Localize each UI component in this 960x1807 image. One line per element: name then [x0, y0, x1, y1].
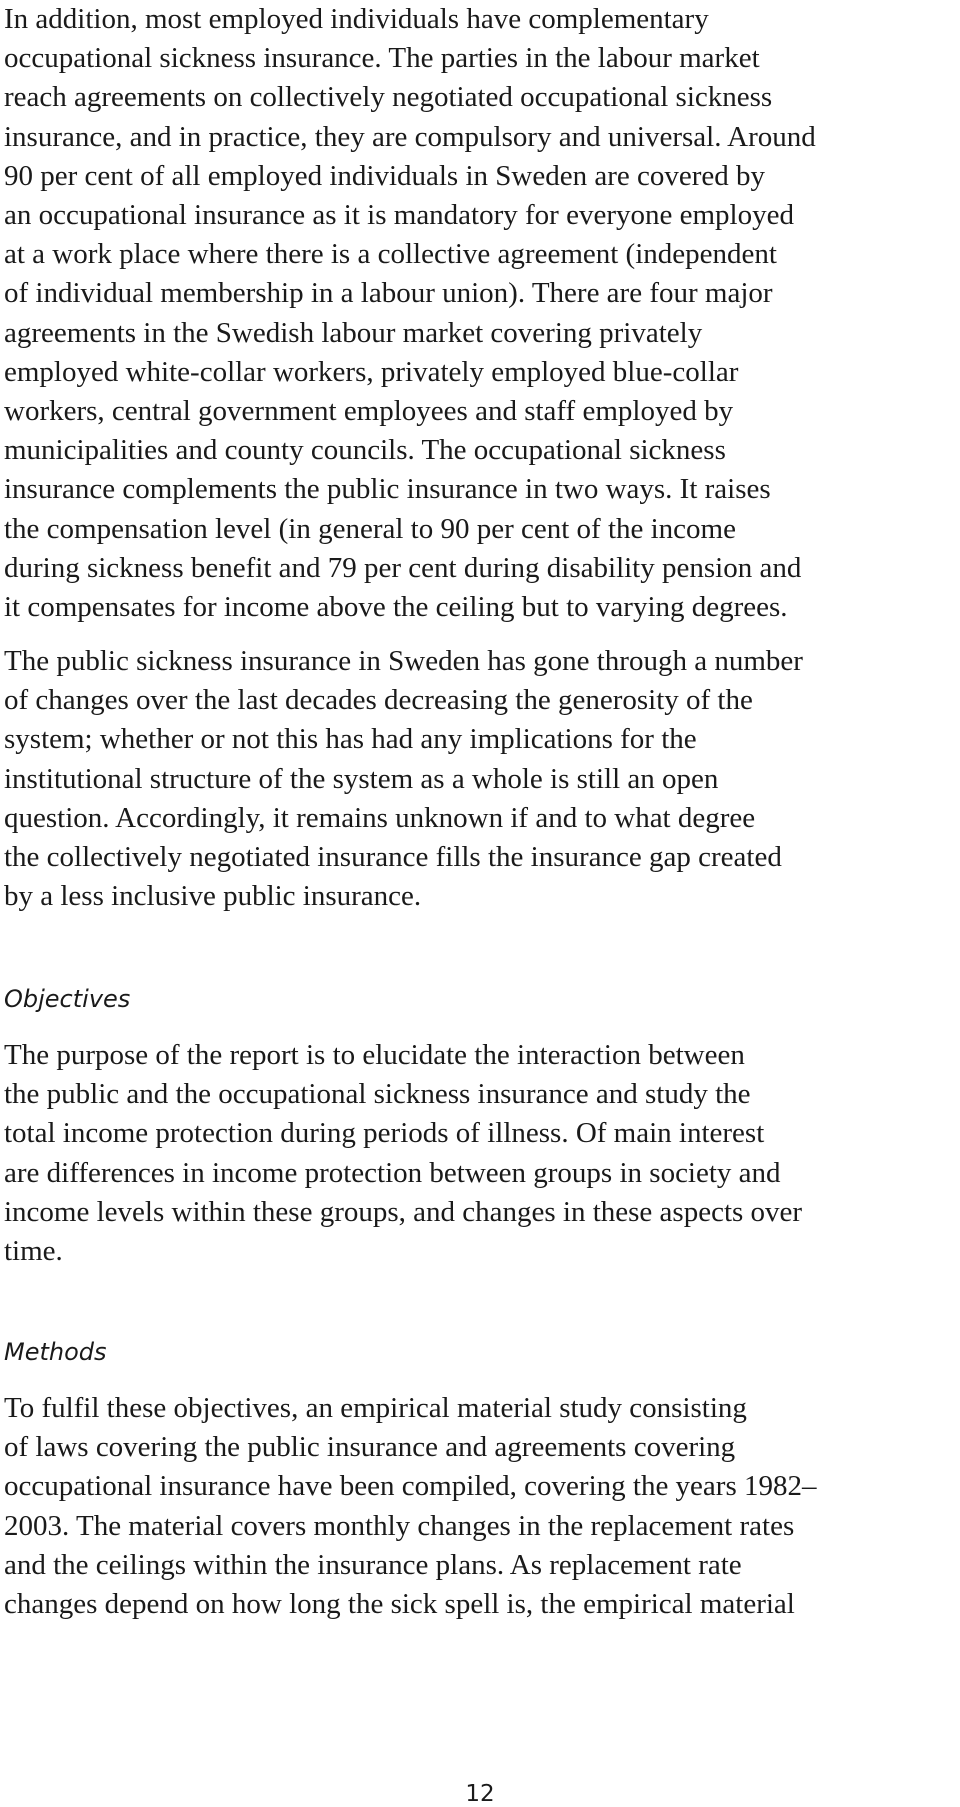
text-line: income levels within these groups, and changes in these aspects over: [4, 1195, 803, 1228]
text-line: the collectively negotiated insurance fills the insurance gap created: [4, 841, 782, 874]
paragraph-public-insurance-changes: [4, 642, 944, 916]
text-line: are differences in income protection between groups in society and: [4, 1156, 781, 1189]
text-line: occupational insurance have been compiled, covering the years 1982–: [4, 1470, 817, 1503]
paragraph-methods: [4, 1389, 944, 1624]
text-line: employed white-collar workers, privately employed blue-collar: [4, 355, 739, 388]
text-line: system; whether or not this has had any implications for the: [4, 723, 697, 756]
text-line: workers, central government employees and staff employed by: [4, 395, 734, 428]
text-line: during sickness benefit and 79 per cent during disability pension and: [4, 551, 802, 584]
text-line: of individual membership in a labour union). There are four major: [4, 277, 773, 310]
text-line: the compensation level (in general to 90 per cent of the income: [4, 512, 736, 545]
page-number: 12: [465, 1781, 495, 1807]
document-page: [4, 0, 956, 1807]
text-line: insurance complements the public insurance in two ways. It raises: [4, 473, 771, 506]
text-line: 2003. The material covers monthly changes in the replacement rates: [4, 1509, 795, 1542]
paragraph-complementary-insurance: [4, 0, 944, 627]
text-line: To fulfil these objectives, an empirical material study consisting: [4, 1392, 747, 1424]
text-line: reach agreements on collectively negotiated occupational sickness: [4, 81, 773, 114]
text-line: occupational sickness insurance. The parties in the labour market: [4, 42, 760, 75]
text-line: an occupational insurance as it is mandatory for everyone employed: [4, 199, 794, 232]
text-line: of laws covering the public insurance and agreements covering: [4, 1431, 736, 1464]
text-line: In addition, most employed individuals have complementary: [4, 3, 709, 35]
text-line: institutional structure of the system as a whole is still an open: [4, 762, 719, 795]
text-line: changes depend on how long the sick spell is, the empirical material: [4, 1588, 795, 1621]
text-line: the public and the occupational sickness insurance and study the: [4, 1078, 751, 1111]
text-line: 90 per cent of all employed individuals in Sweden are covered by: [4, 159, 766, 192]
text-line: time.: [4, 1235, 63, 1268]
text-line: insurance, and in practice, they are compulsory and universal. Around: [4, 120, 816, 153]
text-line: The public sickness insurance in Sweden has gone through a number: [4, 645, 803, 677]
text-line: total income protection during periods of illness. Of main interest: [4, 1117, 765, 1150]
text-line: of changes over the last decades decreasing the generosity of the: [4, 684, 753, 717]
section-heading-methods: Methods: [4, 1338, 107, 1366]
text-line: at a work place where there is a collective agreement (independent: [4, 238, 777, 271]
text-line: The purpose of the report is to elucidate the interaction between: [4, 1039, 745, 1071]
text-line: and the ceilings within the insurance plans. As replacement rate: [4, 1548, 742, 1581]
text-line: municipalities and county councils. The occupational sickness: [4, 434, 726, 467]
text-line: agreements in the Swedish labour market covering privately: [4, 316, 703, 349]
text-line: question. Accordingly, it remains unknown if and to what degree: [4, 801, 756, 834]
paragraph-purpose: [4, 1036, 944, 1271]
section-heading-objectives: Objectives: [4, 985, 131, 1013]
text-line: it compensates for income above the ceiling but to varying degrees.: [4, 591, 788, 624]
text-line: by a less inclusive public insurance.: [4, 880, 422, 913]
